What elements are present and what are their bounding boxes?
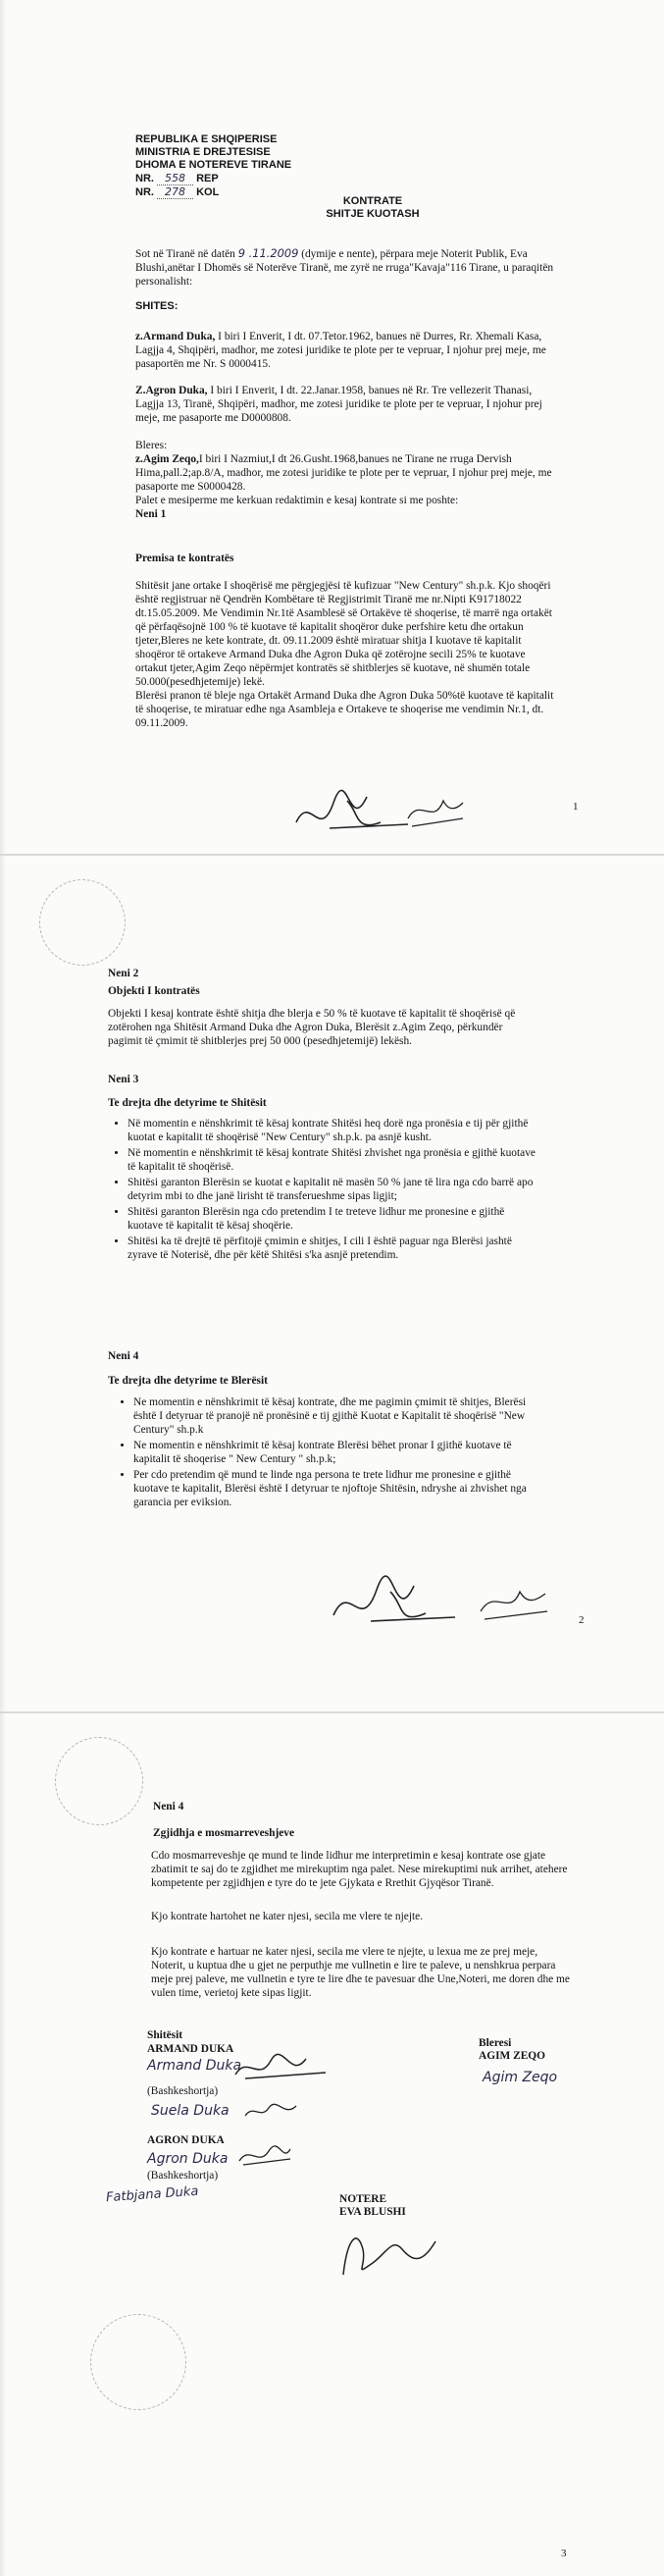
copies-paragraph: Kjo kontrate hartohet ne kater njesi, secila me vlere te njejte.: [151, 1911, 424, 1922]
neni-1-heading: Neni 1: [135, 508, 167, 520]
notary-stamp-impression: [55, 1737, 143, 1825]
page-1-signatures: [290, 783, 467, 842]
buyer-signature-label: Bleresi: [479, 2037, 512, 2049]
title-quota-sale: SHITJE KUOTASH: [326, 208, 420, 220]
neni-4-dispute-heading: Neni 4: [153, 1801, 184, 1813]
seller-2-name: AGRON DUKA: [147, 2134, 225, 2146]
neni-3-item: • Në momentin e nënshkrimit të kësaj kontrate Shitësi zhvishet nga pronësia e gjithë kuotave të kapitalit të shoqërisë.: [128, 1146, 536, 1174]
neni-4-item: • Per cdo pretendim që mund te linde nga persona te trete lidhur me pronesine e gjithë kuotave te kapitalit, Blerësi është I detyruar te njoftoje Shitësin, ndryshe ai zhvishet nga garancia per eviksion.: [133, 1468, 539, 1509]
header-chamber: DHOMA E NOTEREVE TIRANE: [135, 159, 292, 171]
spouse-1-signature: [241, 2100, 300, 2124]
neni-4-heading: Neni 4: [108, 1350, 139, 1362]
document-page-2: [0, 856, 664, 1711]
seller-1-spouse-label: (Bashkeshortja): [147, 2085, 219, 2097]
notary-signature: [333, 2220, 441, 2288]
neni-3-subheading: Te drejta dhe detyrime te Shitësit: [108, 1097, 267, 1109]
neni-3-item: • Shitësi garanton Blerësin se kuotat e kapitalit në masën 50 % jane të lira nga cdo barrë apo detyrim mbi to dhe janë lirisht të transferueshme sipas ligjit;: [128, 1176, 536, 1203]
page-2-signatures: [328, 1572, 563, 1641]
page-number-2: 2: [579, 1614, 585, 1626]
neni-1-body: [135, 579, 559, 730]
neni-4-item: • Ne momentin e nënshkrimit të kësaj kontrate Blerësi bëhet pronar I gjithë kuotave të kapitalit të shoqerise " New Century " sh.p.k;: [133, 1439, 539, 1466]
document-title: [314, 195, 432, 221]
sellers-signature-label: Shitësit: [147, 2029, 183, 2041]
seller-2-signature: [235, 2141, 294, 2171]
neni-4-item: • Ne momentin e nënshkrimit të kësaj kontrate, dhe me pagimin çmimit të shitjes, Blerësi është I detyruar të pranojë në pronësinë e tij gjithë Kuotat e Kapitalit të shoqërisë "New Century" sh.p.k: [133, 1395, 539, 1437]
neni-4-list: [116, 1395, 539, 1511]
neni-3-heading: Neni 3: [108, 1074, 139, 1085]
nr-rep-value: 558: [157, 172, 193, 185]
seller-1-name: ARMAND DUKA: [147, 2043, 234, 2055]
header-republic: REPUBLIKA E SHQIPERISE: [135, 133, 278, 145]
header-nr-rep: NR. 558 REP: [135, 172, 219, 184]
seller-2-signature-handwritten: Agron Duka: [147, 2151, 229, 2167]
spouse-1-signature-handwritten: Suela Duka: [151, 2103, 230, 2119]
certification-paragraph: Kjo kontrate e hartuar ne kater njesi, secila me vlere te njejte, u lexua me ze prej meje, Noterit, u kuptua dhe u gjet ne perputhje me vullnetin e lire te paleve, u nenshkrua perpara meje prej paleve, me vullnetin e tyre te lire dhe te pavesuar dhe Une,Noteri, me doren dhe me vulen time, verietoj kete sipas ligjit.: [151, 1946, 570, 1999]
buyer-heading: Bleres:: [135, 440, 168, 451]
seller-1-signature-handwritten: Armand Duka: [147, 2058, 242, 2074]
neni-3-item: • Shitësi ka të drejtë të përfitojë çmimin e shitjes, I cili I është paguar nga Blerësi jashtë zyrave të Noterisë, dhe për këtë Shitësi s'ka asnjë pretendim.: [128, 1235, 536, 1262]
document-header: [135, 133, 291, 199]
neni-1-paragraph-2: Blerësi pranon të bleje nga Ortakët Armand Duka dhe Agron Duka 50%të kuotave të kapitalit të shoqerise, te miratuar edhe nga Asambleja e Ortakeve te shoqerise me vendimin Nr.1, dt. 09.11.2009.: [135, 690, 554, 729]
header-nr-kol: NR. 278 KOL: [135, 185, 220, 198]
nr-kol-value: 278: [157, 185, 193, 199]
document-page-1: [0, 0, 664, 854]
buyer-name: AGIM ZEQO: [479, 2050, 546, 2062]
neni-3-item: • Shitësi garanton Blerësin nga cdo pretendim I te treteve lidhur me pronesine e gjithë kuotave të kapitalit të kësaj shoqërie.: [128, 1205, 536, 1233]
seller-2-details: Z.Agron Duka, I biri I Enverit, I dt. 22.Janar.1958, banues në Rr. Tre vellezerit Thanasi, Lagjja 13, Tiranë, Shqipëri, madhor, me zotesi juridike te plote per te vepruar, I njohur prej meje, me pasaporte me D0000808.: [135, 385, 542, 424]
neni-1-subheading: Premisa te kontratës: [135, 552, 234, 564]
document-page-3: [0, 1713, 664, 2576]
notary-label: NOTERE: [339, 2193, 387, 2205]
dispute-paragraph: Cdo mosmarreveshje qe mund te linde lidhur me interpretimin e kesaj kontrate ose gjate zbatimit te saj do te zgjidhet me mirekuptim nga palet. Nese mirekuptimi nuk arrihet, atehere kompetente per zgjidhjen e tyre do te jete Gjykata e Rrethit Gjyqësor Tiranë.: [151, 1850, 568, 1889]
neni-2-paragraph: Objekti I kesaj kontrate është shitja dhe blerja e 50 % të kuotave të kapitalit të shoqërisë që zotërohen nga Shitësit Armand Duka dhe Agron Duka, Blerësit z.Agim Zeqo, përkundër pagimit të çmimit të shitblerjes prej 50 000 (pesedhjetemijë) lekësh.: [108, 1008, 516, 1047]
sellers-heading: SHITES:: [135, 300, 179, 312]
seller-1-details: z.Armand Duka, I biri I Enverit, I dt. 07.Tetor.1962, banues në Durres, Rr. Xhemali Kasa, Lagjja 4, Shqipëri, madhor, me zotesi juridike te plote per te vepruar, I njohur prej meje, me pasaportën me Nr. S 0000415.: [135, 331, 546, 370]
notary-seal-impression: [90, 2314, 186, 2410]
page-number-1: 1: [573, 801, 579, 813]
header-ministry: MINISTRIA E DREJTESISE: [135, 146, 271, 158]
page-number-3: 3: [561, 2548, 567, 2559]
neni-4-subheading: Te drejta dhe detyrime te Blerësit: [108, 1375, 268, 1387]
seller-1-signature: [231, 2051, 330, 2084]
notary-stamp-impression: [39, 879, 126, 966]
contract-date: 9 .11.2009: [237, 246, 299, 260]
intro-paragraph: Sot në Tiranë në datën 9 .11.2009 (dymije e nente), përpara meje Noterit Publik, Eva Blushi,anëtar I Dhomës së Noterëve Tiranë, me zyrë ne rruga"Kavaja"116 Tirane, u paraqitën personalisht:: [135, 246, 554, 288]
neni-3-list: [110, 1117, 536, 1264]
parties-request: Palet e mesiperme me kerkuan redaktimin e kesaj kontrate si me poshte:: [135, 495, 459, 506]
neni-2-subheading: Objekti I kontratës: [108, 985, 200, 997]
neni-4-dispute-subheading: Zgjidhja e mosmarreveshjeve: [153, 1827, 295, 1839]
neni-1-paragraph-1: Shitësit jane ortake I shoqërisë me përgjegjësi të kufizuar "New Century" sh.p.k. Kjo shoqëri është regjistruar në Qendrën Kombëtare të Regjistrimit Tiranë me nr.Nipti K91718022 dt.15.05.2009. Me Vendimin Nr.1të Asamblesë së Ortakëve të shoqerise, të marrë nga ortakët që përfaqësojnë 100 % të kuotave të kapitalit shoqëror duke perfshire ketu dhe ortakun tjeter,Bleres ne kete kontrate, dt. 09.11.2009 është miratuar shitja I kuotave të kapitalit shoqëror të ortakeve Armand Duka dhe Agron Duka që zotërojne secili 25% te kuotave ortakut tjeter,Agim Zeqo nëpërmjet kontratës së shitblerjes së kuotave, në shumën totale 50.000(pesedhjetemije) lekë.: [135, 580, 552, 688]
buyer-signature-handwritten: Agim Zeqo: [483, 2070, 558, 2085]
seller-2-spouse-label: (Bashkeshortja): [147, 2170, 219, 2182]
title-contract: KONTRATE: [342, 195, 403, 207]
buyer-details: Bleres: z.Agim Zeqo,I biri I Nazmiut,I dt 26.Gusht.1968,banues ne Tirane ne rruga Dervish Hima,pall.2;ap.8/A, madhor, me zotesi juridike te plote per te vepruar, I njohur prej meje, me pasaporte me S0000428. Palet e mesiperme me kerkuan redaktimin e kesaj kontrate si me poshte: Neni 1: [135, 439, 559, 521]
notary-name: EVA BLUSHI: [339, 2206, 406, 2218]
spouse-2-signature-handwritten: Fatbjana Duka: [105, 2183, 199, 2206]
neni-2-heading: Neni 2: [108, 968, 139, 979]
neni-3-item: • Në momentin e nënshkrimit të kësaj kontrate Shitësi heq dorë nga pronësia e tij për gjithë kuotat e kapitalit të shoqërisë "New Century" sh.p.k. pa asnjë kusht.: [128, 1117, 536, 1144]
